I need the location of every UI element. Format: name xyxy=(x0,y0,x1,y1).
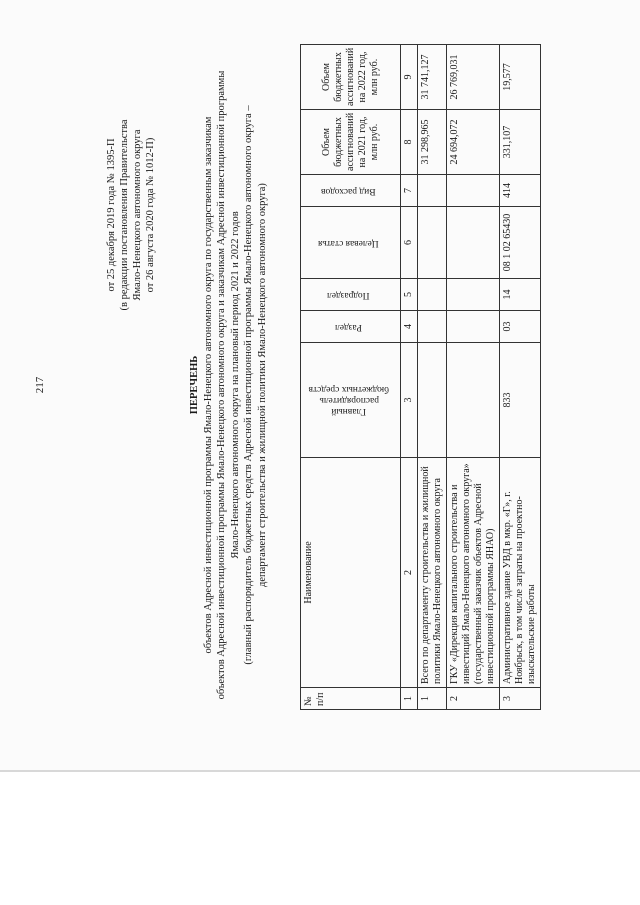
col-number: 3 xyxy=(401,343,418,458)
col-number: 9 xyxy=(401,45,418,110)
col-number: 8 xyxy=(401,110,418,175)
column-number-row xyxy=(401,45,418,710)
row-vr xyxy=(447,175,500,207)
row-cs xyxy=(418,207,447,279)
objects-table xyxy=(300,44,541,710)
col-number: 1 xyxy=(401,688,418,710)
header-razdel: Раздел xyxy=(301,311,401,343)
document-title xyxy=(188,45,269,725)
row-num: 2 xyxy=(447,688,500,710)
title-line: объектов Адресной инвестиционной программы Ямало-Ненецкого автономного округа по государственным заказчикам xyxy=(202,116,214,654)
col-number: 6 xyxy=(401,207,418,279)
row-podrazdel xyxy=(418,279,447,311)
col-number: 4 xyxy=(401,311,418,343)
col-number: 2 xyxy=(401,458,418,688)
row-v2022: 26 769,031 xyxy=(447,45,500,110)
row-podrazdel: 14 xyxy=(500,279,541,311)
row-cs: 08 1 02 65430 xyxy=(500,207,541,279)
row-grbs xyxy=(418,343,447,458)
row-num: 3 xyxy=(500,688,541,710)
table-row xyxy=(418,45,447,710)
table-row xyxy=(447,45,500,710)
row-razdel xyxy=(447,311,500,343)
title-heading: ПЕРЕЧЕНЬ xyxy=(189,355,200,415)
col-number: 7 xyxy=(401,175,418,207)
table-row xyxy=(500,45,541,710)
title-line: Ямало-Ненецкого автономного округа на плановый период 2021 и 2022 годов xyxy=(229,211,241,559)
title-line: объектов Адресной инвестиционной программы Ямало-Ненецкого автономного округа и заказчикам Адресной инвестиционной программы xyxy=(216,70,227,700)
header-v2022: Объем бюджетных ассигнований на 2022 год, млн руб. xyxy=(301,45,401,110)
row-v2022: 19,577 xyxy=(500,45,541,110)
row-grbs xyxy=(447,343,500,458)
row-v2021: 24 694,072 xyxy=(447,110,500,175)
header-podrazdel: Подраздел xyxy=(301,279,401,311)
row-v2022: 31 741,127 xyxy=(418,45,447,110)
approval-block xyxy=(105,65,157,365)
row-name: Всего по департаменту строительства и жилищной политики Ямало-Ненецкого автономного округа xyxy=(418,458,447,688)
row-razdel xyxy=(418,311,447,343)
approval-line: Ямало-Ненецкого автономного округа xyxy=(132,129,143,301)
row-cs xyxy=(447,207,500,279)
rotated-document xyxy=(10,25,630,745)
col-number: 5 xyxy=(401,279,418,311)
header-v2021: Объем бюджетных ассигнований на 2021 год, млн руб. xyxy=(301,110,401,175)
row-num: 1 xyxy=(418,688,447,710)
row-razdel: 03 xyxy=(500,311,541,343)
table-header-row xyxy=(301,45,401,710)
approval-line: от 26 августа 2020 года № 1012-П) xyxy=(145,137,156,293)
scan-edge xyxy=(0,770,640,772)
row-podrazdel xyxy=(447,279,500,311)
row-vr xyxy=(418,175,447,207)
approval-line: от 25 декабря 2019 года № 1395-П xyxy=(106,138,117,292)
row-v2021: 31 298,965 xyxy=(418,110,447,175)
row-name: ГКУ «Дирекция капитального строительства и инвестиций Ямало-Ненецкого автономного округа» (государственный заказчик объектов Адресной инвестиционной программы ЯНАО) xyxy=(447,458,500,688)
header-vr: Вид расходов xyxy=(301,175,401,207)
row-vr: 414 xyxy=(500,175,541,207)
title-line: (главный распорядитель бюджетных средств Адресной инвестиционной программы Ямало-Ненецкого автономного округа – xyxy=(243,105,254,665)
title-line: департамент строительства и жилищной политики Ямало-Ненецкого автономного округа) xyxy=(256,183,268,587)
approval-line: (в редакции постановления Правительства xyxy=(119,119,130,311)
header-grbs: Главный распорядитель бюджетных средств xyxy=(301,343,401,458)
row-name: Административное здание УВД в мкр. «Г», г. Ноябрьск, в том числе затраты на проектно-изыскательские работы xyxy=(500,458,541,688)
row-grbs: 833 xyxy=(500,343,541,458)
row-v2021: 331,107 xyxy=(500,110,541,175)
header-cs: Целевая статья xyxy=(301,207,401,279)
header-num: № п/п xyxy=(301,688,401,710)
page-number: 217 xyxy=(34,376,46,394)
header-name: Наименование xyxy=(301,458,401,688)
